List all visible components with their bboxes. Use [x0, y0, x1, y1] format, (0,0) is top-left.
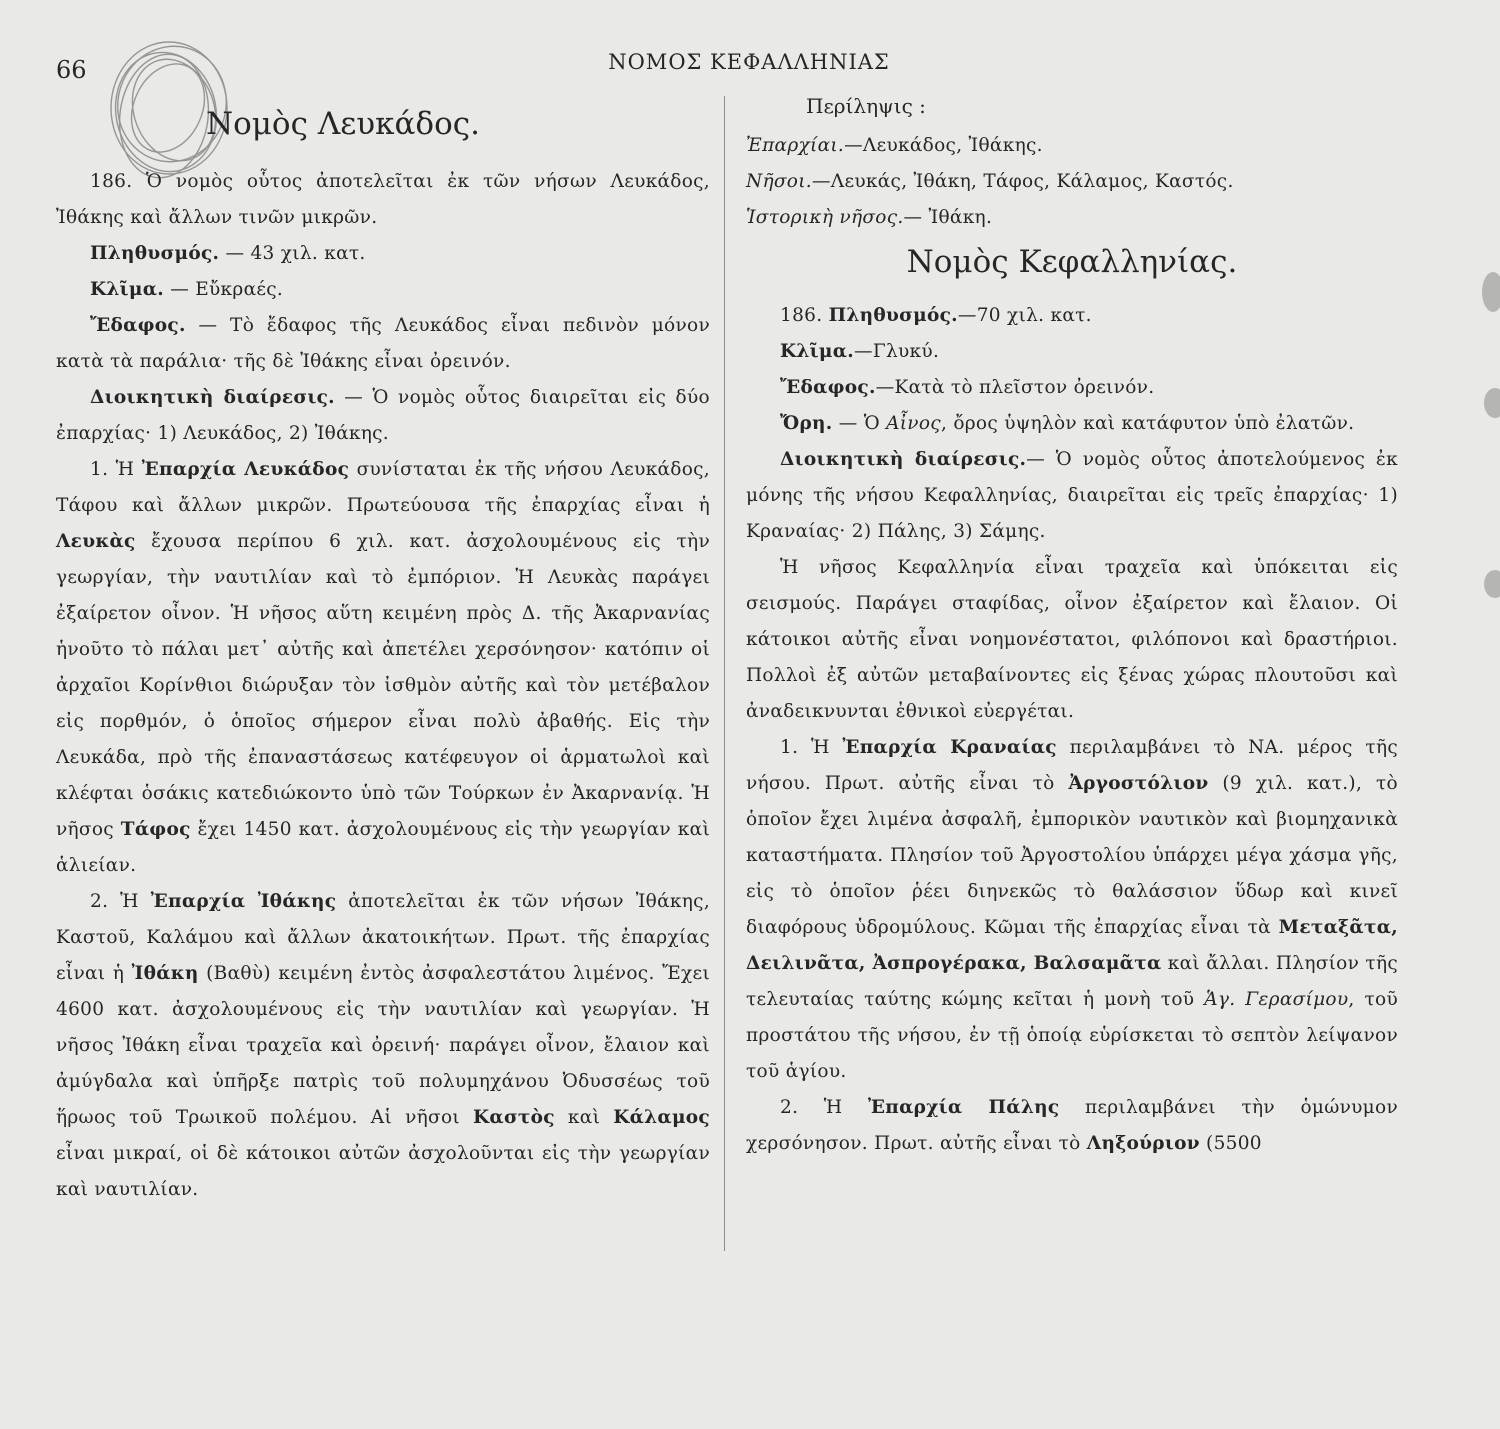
summary-provinces: Ἐπαρχίαι.—Λευκάδος, Ἰθάκης.	[746, 135, 1043, 156]
edge-smudge	[1484, 388, 1500, 418]
page-number: 66	[56, 56, 87, 84]
right-column	[746, 88, 1398, 1162]
paragraph-province-ithaca: 2. Ἡ Ἐπαρχία Ἰθάκης ἀποτελεῖται ἐκ τῶν νήσων Ἰθάκης, Καστοῦ, Καλάμου καὶ ἄλλων ἀκατοικήτων. Πρωτ. τῆς ἐπαρχίας εἶναι ἡ Ἰθάκη (Βαθὺ) κειμένη ἐντὸς ἀσφαλεστάτου λιμένος. Ἔχει 4600 κατ. ἀσχολουμένους εἰς τὴν ναυτιλίαν καὶ γεωργίαν. Ἡ νῆσος Ἰθάκη εἶναι τραχεῖα καὶ ὀρεινή· παράγει οἶνον, ἔλαιον καὶ ἀμύγδαλα καὶ ὑπῆρξε πατρὶς τοῦ πολυμηχάνου Ὀδυσσέως τοῦ ἥρωος τοῦ Τρωικοῦ πολέμου. Αἱ νῆσοι Καστὸς καὶ Κάλαμος εἶναι μικραί, οἱ δὲ κάτοικοι αὐτῶν ἀσχολοῦνται εἰς τὴν γεωργίαν καὶ ναυτιλίαν.	[56, 891, 710, 1200]
paragraph-intro: 186. Ὁ νομὸς οὗτος ἀποτελεῖται ἐκ τῶν νήσων Λευκάδος, Ἰθάκης καὶ ἄλλων τινῶν μικρῶν.	[56, 171, 710, 228]
paragraph-province-kranaia: 1. Ἡ Ἐπαρχία Κραναίας περιλαμβάνει τὸ ΝΑ. μέρος τῆς νήσου. Πρωτ. αὐτῆς εἶναι τὸ Ἀργοστόλιον (9 χιλ. κατ.), τὸ ὁποῖον ἔχει λιμένα ἀσφαλῆ, ἐμπορικὸν ναυτικὸν καὶ βιομηχανικὰ καταστήματα. Πλησίον τοῦ Ἀργοστολίου ὑπάρχει μέγα χάσμα γῆς, εἰς τὸ ὁποῖον ῥέει διηνεκῶς τὸ θαλάσσιον ὕδωρ καὶ κινεῖ διαφόρους ὑδρομύλους. Κῶμαι τῆς ἐπαρχίας εἶναι τὰ Μεταξᾶτα, Δειλινᾶτα, Ἀσπρογέρακα, Βαλσαμᾶτα καὶ ἄλλαι. Πλησίον τῆς τελευταίας ταύτης κώμης κεῖται ἡ μονὴ τοῦ Ἁγ. Γερασίμου, τοῦ προστάτου τῆς νήσου, ἐν τῇ ὁποίᾳ εὑρίσκεται τὸ σεπτὸν λείψανον τοῦ ἁγίου.	[746, 737, 1398, 1082]
paragraph-mountains: Ὄρη. — Ὁ Αἶνος, ὄρος ὑψηλὸν καὶ κατάφυτον ὑπὸ ἐλατῶν.	[780, 413, 1355, 434]
edge-smudge	[1484, 570, 1500, 598]
summary-historic-island: Ἱστορικὴ νῆσος.— Ἰθάκη.	[746, 207, 993, 228]
paragraph-terrain: Ἔδαφος.—Κατὰ τὸ πλεῖστον ὀρεινόν.	[780, 377, 1155, 398]
paragraph-terrain: Ἔδαφος. — Τὸ ἔδαφος τῆς Λευκάδος εἶναι πεδινὸν μόνον κατὰ τὰ παράλια· τῆς δὲ Ἰθάκης εἶναι ὀρεινόν.	[56, 315, 710, 372]
section-title-lefkada: Νομὸς Λευκάδος.	[206, 106, 480, 142]
paragraph-population: 186. Πληθυσμός.—70 χιλ. κατ.	[780, 305, 1092, 326]
column-divider	[724, 96, 725, 1251]
left-column	[56, 100, 710, 1208]
paragraph-population: Πληθυσμός. — 43 χιλ. κατ.	[90, 243, 366, 264]
summary-heading: Περίληψις :	[806, 94, 926, 118]
summary-islands: Νῆσοι.—Λευκάς, Ἰθάκη, Τάφος, Κάλαμος, Καστός.	[746, 171, 1234, 192]
paragraph-administrative-division: Διοικητικὴ διαίρεσις. — Ὁ νομὸς οὗτος διαιρεῖται εἰς δύο ἐπαρχίας· 1) Λευκάδος, 2) Ἰθάκης.	[56, 387, 710, 444]
paragraph-climate: Κλῖμα. — Εὔκραές.	[90, 279, 284, 300]
paragraph-administrative-division: Διοικητικὴ διαίρεσις.— Ὁ νομὸς οὗτος ἀποτελούμενος ἐκ μόνης τῆς νήσου Κεφαλληνίας, διαιρεῖται εἰς τρεῖς ἐπαρχίας· 1) Κραναίας· 2) Πάλης, 3) Σάμης.	[746, 449, 1398, 542]
section-title-kefalonia: Νομὸς Κεφαλληνίας.	[906, 244, 1238, 280]
edge-smudge	[1482, 272, 1500, 312]
paragraph-climate: Κλῖμα.—Γλυκύ.	[780, 341, 940, 362]
running-head: ΝΟΜΟΣ ΚΕΦΑΛΛΗΝΙΑΣ	[608, 50, 890, 74]
paragraph-province-lefkada: 1. Ἡ Ἐπαρχία Λευκάδος συνίσταται ἐκ τῆς νήσου Λευκάδος, Τάφου καὶ ἄλλων μικρῶν. Πρωτεύουσα τῆς ἐπαρχίας εἶναι ἡ Λευκὰς ἔχουσα περίπου 6 χιλ. κατ. ἀσχολουμένους εἰς τὴν γεωργίαν, τὴν ναυτιλίαν καὶ τὸ ἐμπόριον. Ἡ Λευκὰς παράγει ἐξαίρετον οἶνον. Ἡ νῆσος αὕτη κειμένη πρὸς Δ. τῆς Ἀκαρνανίας ἡνοῦτο τὸ πάλαι μετ᾽ αὐτῆς καὶ ἀπετέλει χερσόνησον· κατόπιν οἱ ἀρχαῖοι Κορίνθιοι διώρυξαν τὸν ἰσθμὸν αὐτῆς καὶ τὸν μετέβαλον εἰς πορθμόν, ὁ ὁποῖος σήμερον εἶναι πολὺ ἀβαθής. Εἰς τὴν Λευκάδα, πρὸ τῆς ἐπαναστάσεως κατέφευγον οἱ ἁρματωλοὶ καὶ κλέφται ὁσάκις κατεδιώκοντο ὑπὸ τῶν Τούρκων ἐν Ἀκαρνανίᾳ. Ἡ νῆσος Τάφος ἔχει 1450 κατ. ἀσχολουμένους εἰς τὴν γεωργίαν καὶ ἁλιείαν.	[56, 459, 710, 876]
paragraph-province-pali: 2. Ἡ Ἐπαρχία Πάλης περιλαμβάνει τὴν ὁμώνυμον χερσόνησον. Πρωτ. αὐτῆς εἶναι τὸ Ληξούριον (5500	[746, 1097, 1398, 1154]
paragraph-island-description: Ἡ νῆσος Κεφαλληνία εἶναι τραχεῖα καὶ ὑπόκειται εἰς σεισμούς. Παράγει σταφίδας, οἶνον ἐξαίρετον καὶ ἔλαιον. Οἱ κάτοικοι αὐτῆς εἶναι νοημονέστατοι, φιλόπονοι καὶ δραστήριοι. Πολλοὶ ἐξ αὐτῶν μεταβαίνοντες εἰς ξένας χώρας πλουτοῦσι καὶ ἀναδεικνυνται ἐθνικοὶ εὐεργέται.	[746, 557, 1398, 722]
